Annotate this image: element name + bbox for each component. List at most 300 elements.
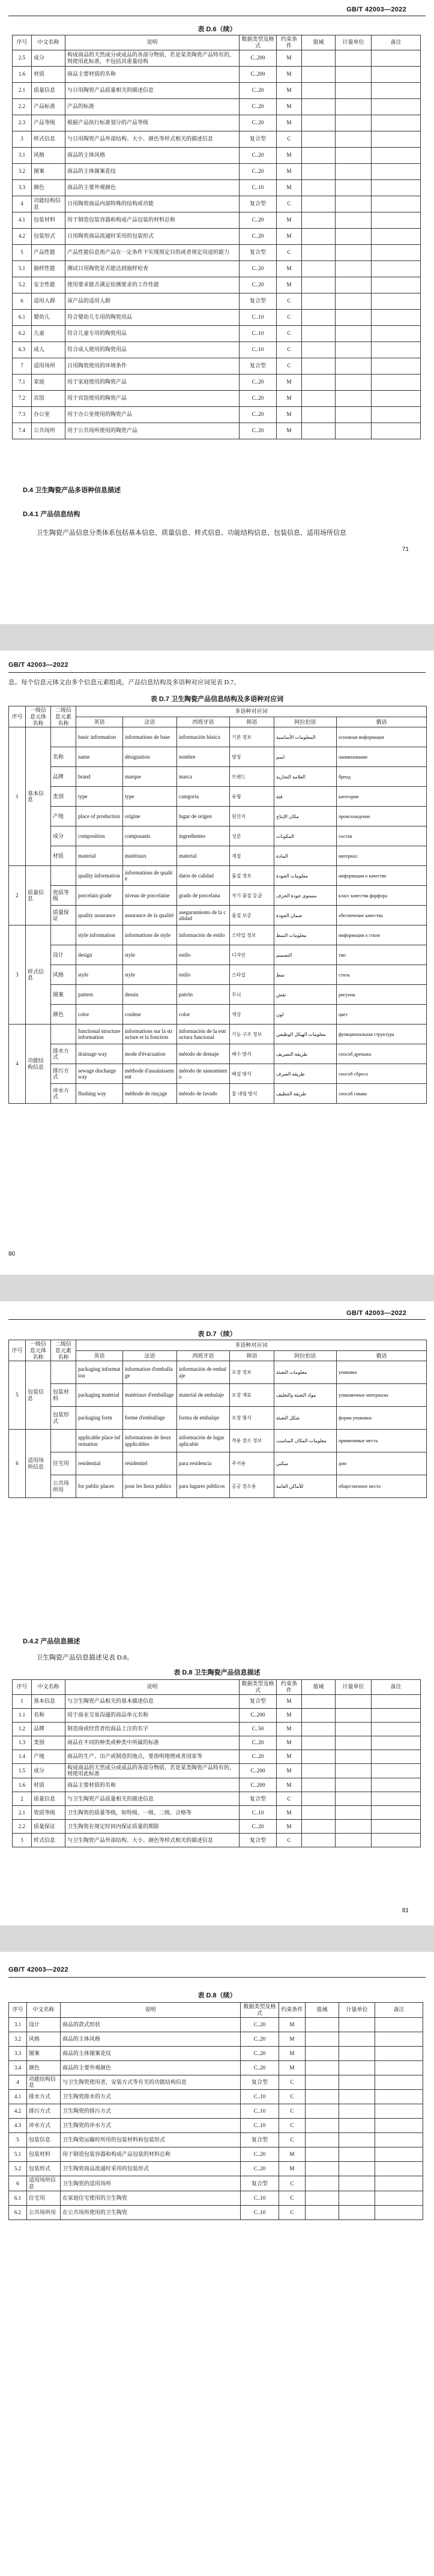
table-cell: M [277,179,302,196]
table-cell [336,50,372,66]
table-cell: 复合型 [240,244,277,260]
table-cell: 3 [13,131,32,147]
table-cell [336,260,372,277]
table-cell: quality information [76,866,123,886]
table-cell: 该产品的适用人群 [65,293,240,309]
table-row [13,50,421,66]
table-cell: обеспечение качества [337,906,427,925]
table-cell [375,2162,423,2176]
table-cell [336,147,372,163]
table-cell: M [277,66,302,82]
table-cell [375,2205,423,2219]
table-cell [372,1694,421,1708]
table-cell [336,196,372,212]
table-cell: 根据产品执行标准划分的产品等级 [65,115,240,131]
column-header: 俄语 [337,717,427,727]
table-cell: C..20 [241,2046,279,2060]
table-cell: informations de lieux applicables [123,1430,177,1452]
table-cell: 样式信息 [32,131,65,147]
table-row [9,1044,427,1064]
table-cell: 7 [13,358,32,374]
table-cell: 适用场所 [32,358,65,374]
table-cell [372,1750,421,1763]
table-cell: 构成商品的天然成分或成品的各部分物质，若是某类陶瓷产品特有的，则使用此标准 [65,1763,240,1778]
table-cell: 用于公共场所使用的陶瓷产品 [65,423,240,439]
group-number: 3 [9,925,26,1025]
table-cell [372,358,421,374]
table-cell: 成分 [32,1763,65,1778]
table-cell: التصميم [274,945,337,965]
table-row [13,260,421,277]
header-rule [8,1977,426,1978]
table-cell [336,277,372,293]
table-cell [302,1820,336,1834]
table-cell: 商品的主要外观颜色 [65,179,240,196]
table-cell: класс качества фарфора [337,886,427,906]
table-cell: C [277,309,302,325]
table-cell: M [279,2032,306,2046]
table-cell: 卫生陶瓷运输时所用的包装材料和包装形式 [61,2133,241,2147]
table-row [9,2032,423,2046]
column-header: 韩语 [230,1350,274,1361]
table-cell: 用于制造包装容器和构成产品包装的材料总称 [61,2147,241,2162]
table-cell: pattern [76,985,123,1005]
table-cell: 符合儿童专用的陶瓷用品 [65,325,240,342]
table-cell [306,2075,339,2090]
table-cell: бренд [337,767,427,787]
table-cell: 1.1 [13,1708,32,1722]
column-header: 中文名称 [27,2003,61,2018]
group-number: 2 [9,866,26,925]
table-cell: 명칭 [230,747,274,767]
table-cell: C..10 [240,325,277,342]
table-cell: 포장 정보 [230,1361,274,1384]
column-header: 约束条件 [279,2003,306,2018]
table-cell: рисунок [337,985,427,1005]
table-row [9,2147,423,2162]
table-cell [372,277,421,293]
table-cell: 3.3 [9,2046,27,2060]
table-cell: 办公室 [32,406,65,423]
table-cell: 颜色 [51,1005,76,1025]
table-cell: 包装材料 [27,2147,61,2162]
table-cell: 2.2 [13,1820,32,1834]
table-cell: 원산지 [230,807,274,826]
table-cell: type [123,787,177,807]
table-cell [336,374,372,390]
table-cell [336,309,372,325]
table-cell: 7.3 [13,406,32,423]
table-cell: 배수 방식 [230,1044,274,1064]
table-cell [375,2046,423,2060]
table-cell: 5.2 [13,277,32,293]
table-cell: 품질 정보 [230,866,274,886]
table-cell: datos de calidad [177,866,230,886]
table-cell: 포장 형식 [230,1407,274,1430]
table-cell [372,1806,421,1820]
table-cell: 공공 장소용 [230,1475,274,1498]
table-row [13,1778,421,1792]
table-cell: 6.2 [13,325,32,342]
table-cell [302,66,336,82]
table-cell: 公共场所用 [27,2205,61,2219]
table-cell: 风格 [51,965,76,985]
table-cell: 复合型 [240,358,277,374]
table-cell: C..200 [240,1778,277,1792]
table-row [9,1361,427,1384]
table-cell: C..20 [240,82,277,98]
table-cell: 6.3 [13,342,32,358]
table-row [9,925,427,945]
table-row [9,2133,423,2147]
page-number: 80 [8,1251,16,1257]
table-cell [302,1708,336,1722]
table-cell [302,374,336,390]
table-cell: residential [76,1452,123,1475]
table-cell: C..10 [240,179,277,196]
table-cell: 4 [9,2075,27,2090]
table-cell: 质量信息 [32,82,65,98]
table-cell: 2.5 [13,50,32,66]
table-cell: 材质 [32,66,65,82]
table-cell [336,1694,372,1708]
table-cell: 与卫生陶瓷产品外部结构、大小、颜色等样式相关的描述信息 [65,1834,240,1847]
table-row [9,826,427,846]
table-cell: quality assurance [76,906,123,925]
table-title: 表 D.6（续） [197,26,237,33]
table-cell: 瓷质等级 [32,1806,65,1820]
column-header: 值域 [302,1680,336,1695]
table-cell: forma de embalaje [177,1407,230,1430]
table-cell: C..20 [240,277,277,293]
table-cell: style [123,945,177,965]
column-header: 数据类型及格式 [240,1680,277,1695]
table-cell: M [279,2162,306,2176]
table-row [13,423,421,439]
table-cell: información de estilo [177,925,230,945]
table-cell: ضمان الجودة [274,906,337,925]
table-cell: معلومات الجودة [274,866,337,886]
table-cell: functional structure information [76,1025,123,1044]
table-cell [372,115,421,131]
table-cell: marca [177,767,230,787]
table-cell: 用于商业交易沟通的商品单元名称 [65,1708,240,1722]
table-cell: 符合婴幼儿专用的陶瓷用品 [65,309,240,325]
table-cell: 1.5 [13,1763,32,1778]
table-cell: 성분 [230,826,274,846]
table-cell: طريقة التصريف [274,1044,337,1064]
table-cell [302,325,336,342]
table-cell [51,1025,76,1044]
table-cell: 품질 보증 [230,906,274,925]
table-cell: 在家庭住宅使用的卫生陶瓷 [61,2191,241,2205]
table-cell: C [279,2075,306,2090]
table-cell [375,2090,423,2104]
table-cell: 构成商品的天然成分或成品的各部分物质，若是某类陶瓷产品特有的，则使用此标准，不包括其重量结构 [65,50,240,66]
table-row [9,1005,427,1025]
document-page-2 [0,651,434,1275]
table-cell [306,2176,339,2191]
table-row [9,945,427,965]
table-row [9,807,427,826]
table-cell: C..20 [240,1750,277,1763]
table-cell: 包装形式 [32,228,65,244]
table-row [13,1722,421,1736]
column-header: 备注 [375,2003,423,2018]
group-number: 6 [9,1430,26,1498]
table-cell: основная информация [337,727,427,747]
table-cell: 设计 [27,2017,61,2032]
table-row [9,2205,423,2219]
table-cell: método de drenaje [177,1044,230,1064]
table-cell: شكل التعبئة [274,1407,337,1430]
table-cell: 图案 [32,163,65,179]
table-cell: C..10 [241,2191,279,2205]
table-cell: M [277,277,302,293]
table-cell: C [279,2191,306,2205]
table-cell: C [277,342,302,358]
table-cell: 유형 [230,787,274,807]
table-cell: применимые места [337,1430,427,1452]
table-cell: 颜色 [32,179,65,196]
table-cell: informations de base [123,727,177,747]
table-cell: 5 [9,2133,27,2147]
standard-code-header: GB/T 42003—2022 [8,1966,68,1973]
table-cell: 6.1 [13,309,32,325]
table-cell: méthode de rinçage [123,1084,177,1104]
table-row [13,244,421,260]
table-cell [302,115,336,131]
table-cell: اسم [274,747,337,767]
table-cell: 与日用陶瓷产品外部结构、大小、颜色等样式相关的描述信息 [65,131,240,147]
table-cell [306,2104,339,2119]
table-cell [302,1750,336,1763]
table-cell [302,293,336,309]
table-cell: المكونات [274,826,337,846]
table-cell: 卫生陶瓷的排污方式 [61,2104,241,2119]
table-cell: sewage discharge way [76,1064,123,1084]
table-cell: C [279,2133,306,2147]
table-cell: 기본 정보 [230,727,274,747]
table-cell: C..20 [241,2032,279,2046]
document-page-3 [0,1301,434,1925]
table-cell: composition [76,826,123,846]
table-cell [302,179,336,196]
table-cell: происхождение [337,807,427,826]
table-cell: C [277,1834,302,1847]
table-row [13,406,421,423]
table-cell [372,147,421,163]
table-cell: C..200 [240,1708,277,1722]
column-header: 说明 [65,35,240,50]
table-cell [306,2017,339,2032]
table-cell: 2.1 [13,82,32,98]
table-cell: 商品主要材质的名称 [65,66,240,82]
table-d7-continued [8,1340,427,1498]
table-cell [336,212,372,228]
table-cell: packaging material [76,1384,123,1407]
table-cell [375,2176,423,2191]
table-cell: style [76,965,123,985]
table-cell [339,2075,375,2090]
table-title: 表 D.7（续） [197,1331,237,1338]
table-cell: flushing way [76,1084,123,1104]
table-row [13,196,421,212]
table-cell: name [76,747,123,767]
column-header: 西班牙语 [177,1350,230,1361]
table-cell: 质量保证 [32,1820,65,1834]
table-cell: C [277,1792,302,1806]
table-cell: M [277,163,302,179]
table-row [9,747,427,767]
table-cell: المعلومات الأساسية [274,727,337,747]
table-cell [306,2147,339,2162]
table-cell [372,1820,421,1834]
table-cell [339,2119,375,2133]
table-cell: C..20 [240,406,277,423]
table-cell: M [277,82,302,98]
table-row [9,2075,423,2090]
table-row [13,358,421,374]
table-cell [372,82,421,98]
table-cell [372,1708,421,1722]
table-cell [372,98,421,115]
table-cell [306,2133,339,2147]
table-cell [302,196,336,212]
table-cell: C..200 [240,1763,277,1778]
table-cell: 复合型 [240,131,277,147]
table-cell: color [76,1005,123,1025]
table-row [9,1407,427,1430]
table-cell: C..10 [241,2090,279,2104]
table-cell: 4.3 [9,2119,27,2133]
table-cell: M [279,2046,306,2060]
column-header: 序号 [13,35,32,50]
table-row [13,179,421,196]
table-row [13,66,421,82]
table-cell: C..20 [240,147,277,163]
table-cell: C..20 [241,2060,279,2075]
table-cell [336,358,372,374]
table-row [9,2162,423,2176]
table-cell: 公共场所用 [51,1475,76,1498]
group-number: 4 [9,1025,26,1104]
table-cell [302,1778,336,1792]
table-cell [302,82,336,98]
table-cell: 1 [13,1694,32,1708]
table-row [13,1820,421,1834]
table-cell: 1.4 [13,1750,32,1763]
table-cell [51,727,76,747]
table-cell [339,2046,375,2060]
table-cell: M [277,260,302,277]
table-cell: C..10 [240,342,277,358]
table-cell: estilo [177,945,230,965]
table-cell: basic information [76,727,123,747]
table-cell: 1.2 [13,1722,32,1736]
table-cell [302,1806,336,1820]
table-cell: наименование [337,747,427,767]
table-cell: 日用陶瓷使用的环境条件 [65,358,240,374]
table-row [13,374,421,390]
table-cell [372,325,421,342]
table-cell: 宾馆 [32,390,65,406]
table-cell: información de la estructura funcional [177,1025,230,1044]
group-name: 功能结构信息 [26,1025,51,1104]
table-cell: 产地 [51,807,76,826]
table-cell: 3.2 [9,2032,27,2046]
table-row [9,985,427,1005]
table-cell: 冲水方式 [27,2119,61,2133]
table-cell: porcelain grade [76,886,123,906]
table-cell: 排水方式 [27,2090,61,2104]
table-cell: لون [274,1005,337,1025]
table-cell: 复合型 [240,196,277,212]
table-cell [375,2032,423,2046]
table-cell: 商品主要材质的名称 [65,1778,240,1792]
table-cell: M [277,1708,302,1722]
table-cell: نمط [274,965,337,985]
table-cell: информация о стиле [337,925,427,945]
table-cell: 设计 [51,945,76,965]
group-number: 5 [9,1361,26,1430]
table-cell: composants [123,826,177,846]
table-cell: C..20 [241,2017,279,2032]
column-header: 序号 [9,1340,26,1361]
table-cell: C..20 [240,163,277,179]
section-heading-d42: D.4.2 产品信息描述 [23,1638,80,1645]
table-row [13,98,421,115]
table-cell: matériaux [123,846,177,866]
table-cell [306,2119,339,2133]
table-cell [336,325,372,342]
table-cell [302,260,336,277]
table-cell: C..10 [241,2104,279,2119]
column-header: 法语 [123,717,177,727]
table-cell: 家庭 [32,374,65,390]
table-row [13,342,421,358]
column-header: 序号 [13,1680,32,1695]
table-cell: C [277,244,302,260]
table-cell [302,228,336,244]
table-cell: information d'emballage [123,1361,177,1384]
table-row [13,293,421,309]
table-row [9,2176,423,2191]
table-cell [336,406,372,423]
table-cell: 3 [13,1834,32,1847]
table-cell: 卫生陶瓷商品流通时采用的包装形式 [61,2162,241,2176]
table-cell: упаковочные материалы [337,1384,427,1407]
table-row [13,131,421,147]
table-d8-continued [8,2002,423,2220]
table-cell: C..20 [241,2162,279,2176]
table-cell: 적용 장소 정보 [230,1430,274,1452]
table-cell [302,406,336,423]
table-cell: packaging information [76,1361,123,1384]
table-cell: 复合型 [241,2176,279,2191]
table-cell: packaging form [76,1407,123,1430]
table-cell [372,228,421,244]
table-cell: M [279,2060,306,2075]
table-cell [336,244,372,260]
table-cell: C..200 [240,50,277,66]
table-cell: C..20 [240,115,277,131]
table-row [9,1475,427,1498]
table-cell [306,2191,339,2205]
table-cell: معلومات النمط [274,925,337,945]
table-cell: pour les lieux publics [123,1475,177,1498]
table-row [13,1806,421,1820]
